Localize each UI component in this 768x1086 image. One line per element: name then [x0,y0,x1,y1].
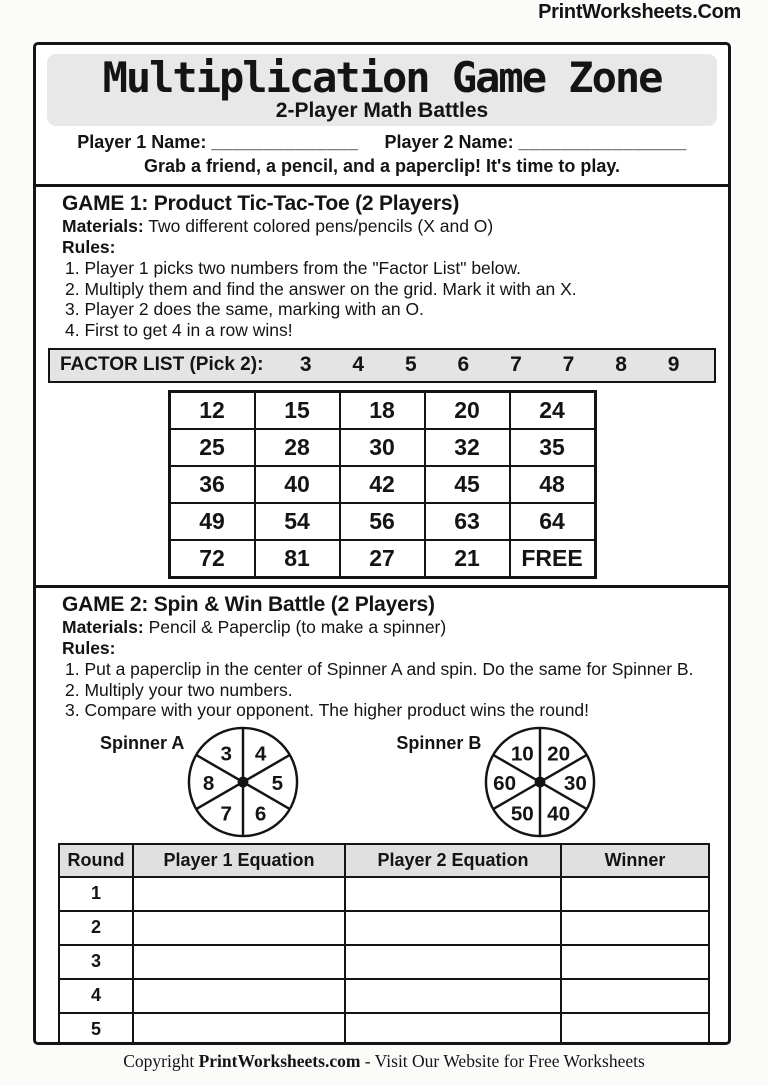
grid-cell: 35 [510,429,595,466]
grid-cell-free: FREE [510,540,595,577]
player2-equation-cell [345,1013,561,1046]
player2-name-blank: ________________ [518,132,687,152]
player1-equation-cell [133,1013,345,1046]
column-header-player2-equation: Player 2 Equation [345,844,561,877]
winner-cell [561,911,709,945]
copyright-prefix: Copyright [123,1051,199,1071]
player2-equation-cell [345,979,561,1013]
table-row [59,877,709,911]
table-row [59,911,709,945]
site-header: PrintWorksheets.Com [538,1,741,23]
player-names-row [44,132,720,153]
grid-cell: 32 [425,429,510,466]
grid-cell: 45 [425,466,510,503]
spinner-b-value: 30 [564,771,588,795]
player2-name-group [384,132,686,153]
player1-equation-cell [133,877,345,911]
game2-rule-2: 2. Multiply your two numbers. [65,679,293,700]
factor-list-numbers [279,353,700,377]
player1-name-blank: ______________ [211,132,359,152]
spinner-center-dot [535,776,546,787]
spinner-b-label: Spinner B [396,732,482,753]
game1-materials-label: Materials: [62,216,144,236]
player1-equation-cell [133,979,345,1013]
spinner-a-value: 5 [271,771,284,795]
factor-value: 3 [299,353,312,376]
grid-cell: 27 [340,540,425,577]
winner-cell [561,979,709,1013]
game1-rules-label: Rules: [62,237,116,257]
game2-heading: GAME 2: Spin & Win Battle (2 Players) [62,593,435,616]
column-header-winner: Winner [561,844,709,877]
copyright-footer [0,1051,768,1072]
spinner-a-value: 4 [255,741,267,765]
factor-value: 9 [667,353,680,376]
round-number: 2 [59,911,133,945]
grid-cell: 81 [255,540,340,577]
spinner-b-value: 50 [511,801,535,825]
player2-name-label: Player 2 Name: [384,132,514,152]
grid-cell: 21 [425,540,510,577]
grid-cell: 56 [340,503,425,540]
page-subtitle: 2-Player Math Battles [275,99,489,122]
game2-rules-label: Rules: [62,638,116,658]
spinner-a-label: Spinner A [100,732,185,753]
tagline: Grab a friend, a pencil, and a paperclip! It's time to play. [143,156,621,176]
spinner-b-wheel [483,725,597,839]
grid-cell: 49 [170,503,255,540]
spinner-a-wheel [186,725,300,839]
grid-cell: 30 [340,429,425,466]
spinner-a-value: 3 [220,741,233,765]
grid-cell: 24 [510,392,595,429]
player1-equation-cell [133,945,345,979]
table-row [59,979,709,1013]
game2-section [36,588,728,721]
product-grid [168,390,597,579]
round-number: 5 [59,1013,133,1046]
factor-value: 6 [457,353,470,376]
spinner-b-value: 20 [547,741,571,765]
grid-cell: 25 [170,429,255,466]
round-number: 1 [59,877,133,911]
factor-list-bar [48,348,716,383]
column-header-round: Round [59,844,133,877]
player2-equation-cell [345,877,561,911]
spinner-b-block [396,725,597,839]
game1-section [36,187,728,340]
winner-cell [561,1013,709,1046]
spinners-row [36,725,728,839]
grid-cell: 42 [340,466,425,503]
grid-cell: 20 [425,392,510,429]
game1-materials-text: Two different colored pens/pencils (X and O) [143,216,494,236]
winner-cell [561,945,709,979]
player2-equation-cell [345,945,561,979]
spinner-a-value: 6 [255,801,267,825]
table-row [59,1013,709,1046]
factor-value: 7 [510,353,522,376]
grid-cell: 40 [255,466,340,503]
product-grid-wrap [36,390,728,579]
title-box [47,54,717,126]
spinner-b-value: 10 [511,741,535,765]
spinner-a-block [100,725,300,839]
grid-cell: 48 [510,466,595,503]
grid-cell: 63 [425,503,510,540]
game2-materials-label: Materials: [62,617,144,637]
round-number: 3 [59,945,133,979]
grid-cell: 72 [170,540,255,577]
copyright-site: PrintWorksheets.com [198,1051,361,1071]
winner-cell [561,877,709,911]
grid-cell: 12 [170,392,255,429]
copyright-suffix: - Visit Our Website for Free Worksheets [360,1051,645,1071]
game2-materials [62,617,712,638]
table-row [59,945,709,979]
spinner-b-value: 40 [547,801,571,825]
grid-cell: 64 [510,503,595,540]
grid-cell: 54 [255,503,340,540]
game1-rule-4: 4. First to get 4 in a row wins! [65,319,293,340]
spinner-center-dot [238,776,249,787]
game1-rule-2: 2. Multiply them and find the answer on the grid. Mark it with an X. [65,278,577,299]
player1-name-label: Player 1 Name: [77,132,207,152]
round-number: 4 [59,979,133,1013]
spinner-b-value: 60 [493,771,517,795]
factor-list-label: FACTOR LIST (Pick 2): [60,354,264,375]
score-table-header-row [59,844,709,877]
column-header-player1-equation: Player 1 Equation [133,844,345,877]
grid-cell: 15 [255,392,340,429]
game1-materials [62,216,712,237]
game1-rule-3: 3. Player 2 does the same, marking with an O. [65,299,424,319]
game2-rule-3: 3. Compare with your opponent. The higher product wins the round! [65,700,590,720]
player1-equation-cell [133,911,345,945]
spinner-a-value: 8 [203,771,215,795]
grid-cell: 18 [340,392,425,429]
grid-cell: 28 [255,429,340,466]
game1-heading: GAME 1: Product Tic-Tac-Toe (2 Players) [62,192,460,215]
player2-equation-cell [345,911,561,945]
page-title: Multiplication Game Zone [102,53,662,102]
spinner-a-value: 7 [220,801,233,825]
player1-name-group [77,132,358,153]
factor-value: 5 [404,353,417,376]
game1-rule-1: 1. Player 1 picks two numbers from the "Factor List" below. [65,258,521,278]
factor-value: 4 [352,353,365,376]
game2-rule-1: 1. Put a paperclip in the center of Spinner A and spin. Do the same for Spinner B. [65,659,694,679]
score-table [58,843,710,1046]
worksheet-page [33,42,731,1045]
factor-value: 8 [615,353,627,376]
grid-cell: 36 [170,466,255,503]
game2-materials-text: Pencil & Paperclip (to make a spinner) [143,617,447,637]
factor-value: 7 [562,353,575,376]
